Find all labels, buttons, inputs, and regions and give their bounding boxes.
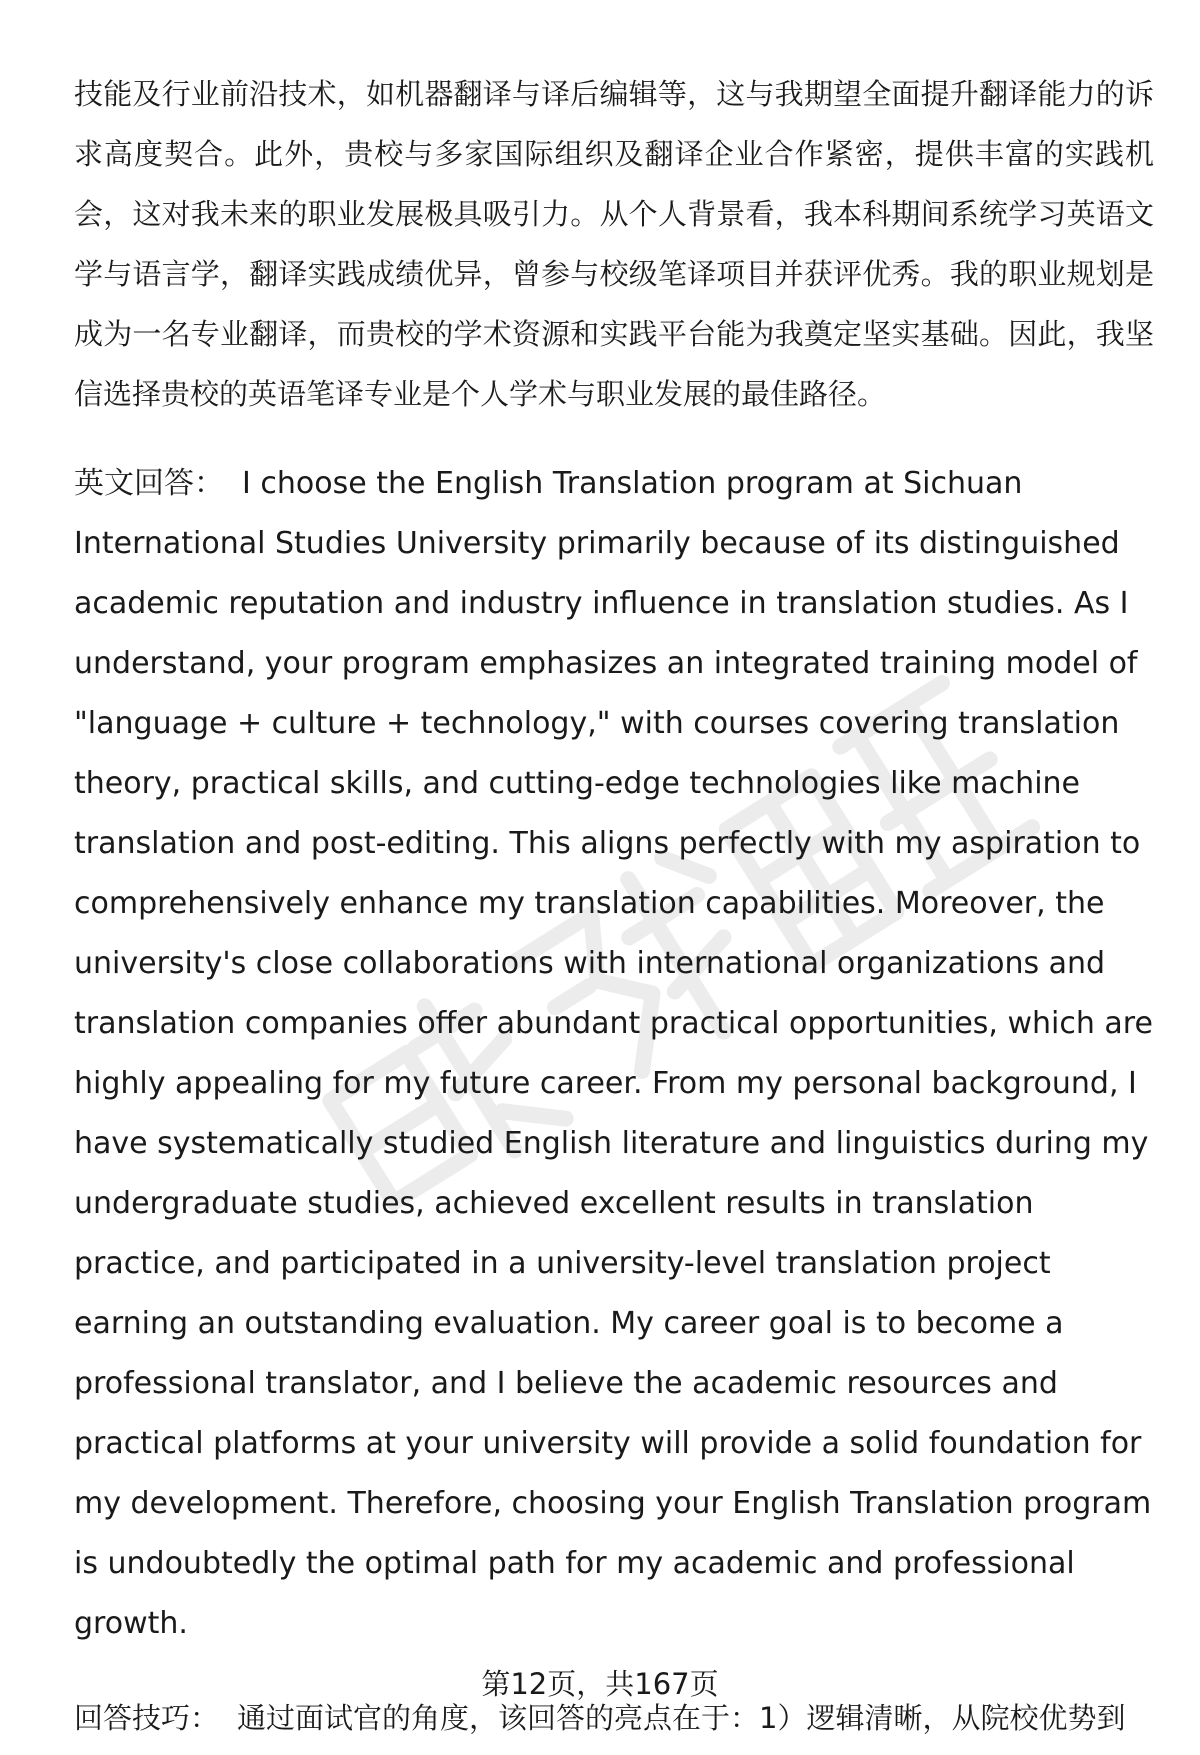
english-answer-label: 英文回答：: [74, 466, 224, 501]
document-body: [74, 64, 1154, 1748]
page-number-footer: 第12页，共167页: [481, 1667, 719, 1701]
answer-tips-label: 回答技巧：: [74, 1701, 220, 1735]
english-answer-paragraph: [74, 454, 1154, 1654]
english-answer-text: I choose the English Translation program at Sichuan International Studies University primarily because of its distinguished academic reputation and industry influence in translation studies. As I understand, your program emphasizes an integrated training model of "language + culture + technology," with courses covering translation theory, practical skills, and cutting-edge technologies like machine translation and post-editing. This aligns perfectly with my aspiration to comprehensively enhance my translation capabilities. Moreover, the university's close collaborations with international organizations and translation companies offer abundant practical opportunities, which are highly appealing for my future career. From my personal background, I have systematically studied English literature and linguistics during my undergraduate studies, achieved excellent results in translation practice, and participated in a university-level translation project earning an outstanding evaluation. My career goal is to become a professional translator, and I believe the academic resources and practical platforms at your university will provide a solid foundation for my development. Therefore, choosing your English Translation program is undoubtedly the optimal path for my academic and professional growth.: [74, 466, 1153, 1641]
chinese-answer-paragraph: 技能及行业前沿技术，如机器翻译与译后编辑等，这与我期望全面提升翻译能力的诉求高度契合。此外，贵校与多家国际组织及翻译企业合作紧密，提供丰富的实践机会，这对我未来的职业发展极具吸引力。从个人背景看，我本科期间系统学习英语文学与语言学，翻译实践成绩优异，曾参与校级笔译项目并获评优秀。我的职业规划是成为一名专业翻译，而贵校的学术资源和实践平台能为我奠定坚实基础。因此，我坚信选择贵校的英语笔译专业是个人学术与职业发展的最佳路径。: [74, 77, 1154, 411]
answer-tips-text: 通过面试官的角度，该回答的亮点在于：1）逻辑清晰，从院校优势到: [237, 1701, 1126, 1735]
